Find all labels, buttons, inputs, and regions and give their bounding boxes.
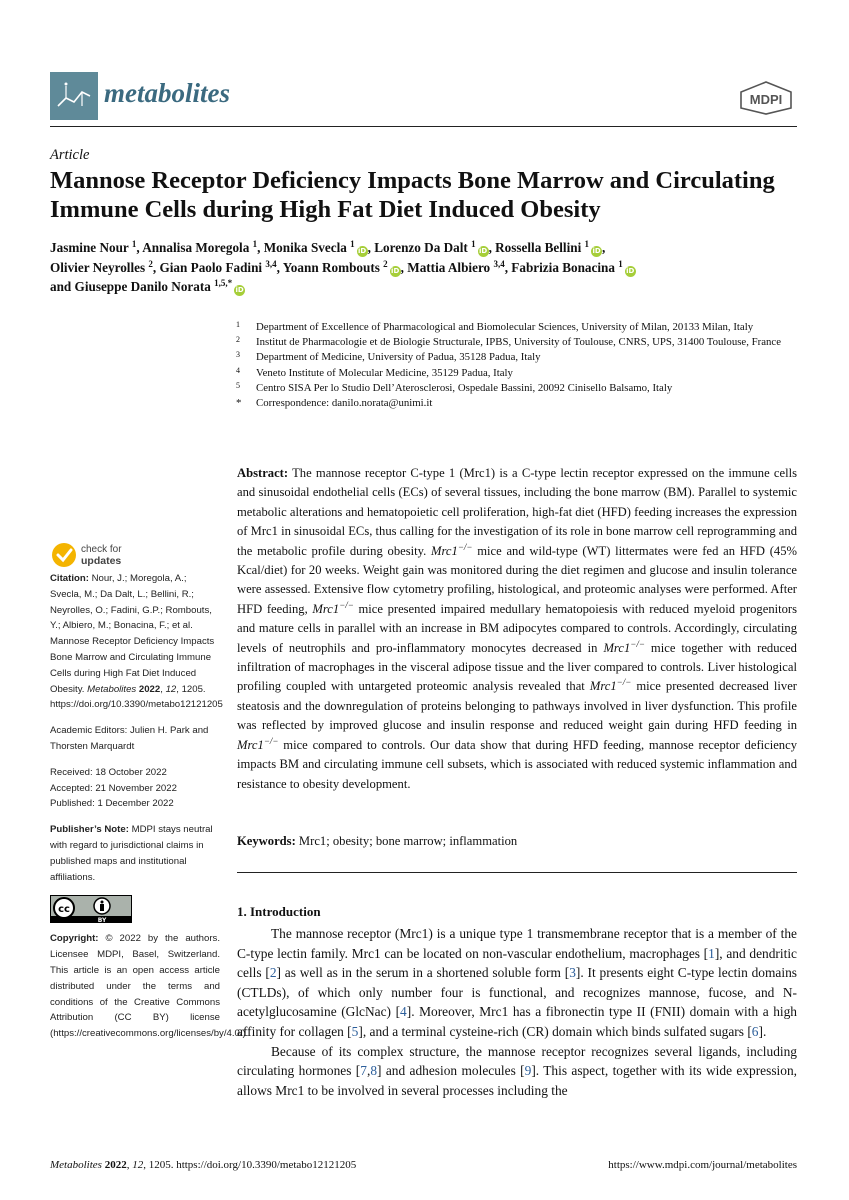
mdpi-logo-icon[interactable] [737,80,795,116]
check-updates-line1: check for [81,544,122,555]
abstract [237,464,797,794]
author-name: Mattia Albiero [407,259,494,275]
author-affiliation-sup: 3,4 [493,258,505,269]
article-title: Mannose Receptor Deficiency Impacts Bone Marrow and Circulating Immune Cells during High Fat Diet Induced Obesity [50,167,775,223]
gene-knockout-term: Mrc1−/− [312,599,354,616]
affiliation-number: * [236,397,242,410]
svg-text:cc: cc [58,904,70,916]
author-affiliation-sup: 1 [618,258,623,269]
orcid-icon[interactable]: iD [358,247,367,255]
affiliation-text[interactable]: Correspondence: danilo.norata@unimi.it [256,397,433,410]
author-name: Fabrizia Bonacina [511,259,619,275]
author-affiliation-sup: 1 [131,239,137,249]
orcid-icon[interactable]: iD [626,266,635,275]
affiliation-item [236,320,796,335]
affiliation-number: 1 [236,320,240,329]
footer-journal-url[interactable]: https://www.mdpi.com/journal/metabolites [608,1159,797,1171]
keywords [237,832,797,851]
reference-link[interactable]: 1 [708,945,715,961]
reference-link[interactable]: 7 [360,1063,367,1079]
paragraph: The mannose receptor (Mrc1) is a unique type 1 transmembrane receptor that is a member of the C-type lectin family. Mrc1 can be located on non-vascular endothelium, macrophages [1], and dendritic cells [2] as well as in the serum in a shortened soluble form [3]. It presents eight C-type lectin domains (CTLDs), of which only number four is functional, and recognizes mannose, fucose, and N-acetylglucosamine (GlcNac) [4]. Moreover, Mrc1 has a fibronectin type II (FNII) domain with a high affinity for collagen [5], and a terminal cysteine-rich (CR) domain which binds sulfated sugars [6]. [237,926,798,1039]
footer-volume: 12 [132,1159,144,1171]
section-heading: 1. Introduction [237,904,321,919]
author-name: Lorenzo Da Dalt [374,240,472,255]
abstract-label: Abstract: [237,466,289,480]
orcid-icon[interactable]: iD [592,247,601,255]
check-for-updates-button[interactable] [50,540,170,572]
accepted-date: Accepted: 21 November 2022 [50,782,177,794]
publisher-note [50,822,220,885]
affiliation-item [236,366,796,381]
reference-link[interactable]: 3 [569,965,576,981]
reference-link[interactable]: 2 [269,965,277,981]
reference-link[interactable]: 4 [400,1004,407,1020]
citation-volume: 12 [165,683,177,695]
publisher-note-label: Publisher’s Note: [50,824,129,836]
gene-knockout-term: Mrc1−/− [589,677,632,694]
keywords-label: Keywords: [237,834,296,848]
footer-citation: Metabolites 2022, 12, 1205. https://doi.org/10.3390/metabo12121205 [50,1159,357,1171]
author-affiliation-sup: 2 [383,258,388,269]
reference-link[interactable]: 9 [524,1063,532,1079]
affiliation-number: 2 [236,335,240,345]
author-affiliation-sup: 1 [584,239,590,249]
gene-knockout-term: Mrc1−/− [431,541,473,558]
author-name: Olivier Neyrolles [50,259,149,275]
author-affiliation-sup: 3,4 [265,258,277,269]
gene-knockout-term: Mrc1−/− [237,735,279,752]
received-date: Received: 18 October 2022 [50,766,167,778]
footer-journal: Metabolites [50,1159,102,1171]
author-name: Annalisa Moregola [142,240,253,255]
copyright-text: © 2022 by the authors. Licensee MDPI, Basel, Switzerland. This article is an open access article distributed under the terms and conditions of the Creative Commons Attribution (CC BY) license (https://creativecommons.org/licenses/by/4.0/). [50,933,249,1040]
footer-doi-link[interactable]: , 1205. https://doi.org/10.3390/metabo12121205 [143,1159,357,1171]
affiliation-text: Veneto Institute of Molecular Medicine, 35129 Padua, Italy [256,366,513,379]
affiliation-text: Department of Medicine, University of Padua, 35128 Padua, Italy [256,351,541,364]
affiliation-number: 3 [236,350,240,360]
citation-journal: Metabolites [87,683,137,695]
orcid-icon[interactable]: iD [478,247,488,255]
section-divider [237,872,797,873]
affiliation-item [236,350,796,365]
author-affiliation-sup: 1,5,* [214,278,233,288]
affiliation-item [236,335,796,350]
reference-link[interactable]: 6 [751,1023,759,1039]
abstract-text: The mannose receptor C-type 1 (Mrc1) is a C-type lectin receptor expressed on the immune cells and sinusoidal endothelial cells (ECs) of several tissues, including the bone marrow (BM). Parallel to systemic metabolic alterations and hematopoietic cell proliferation, high-fat diet (HFD) feeding increases the expression of Mrc1 in sinusoidal ECs, thus calling for the investigation of its role in bone marrow cell reprogramming and the metabolic profile during obesity. Mrc1−/− mice and wild-type (WT) littermates were fed an HFD (45% Kcal/diet) for 20 weeks. Weight gain was monitored during the diet regimen and glucose and insulin tolerance were assessed. Extensive flow cytometry profiling, histological, and proteomic analyses were performed. After HFD feeding, Mrc1−/− mice presented impaired medullary hematopoiesis with reduced myeloid progenitors and mature cells in parallel with an increase in BM adipocytes compared to controls. Accordingly, circulating levels of neutrophils and pro-inflammatory monocytes decreased in Mrc1−/− mice together with reduced infiltration of macrophages in the visceral adipose tissue and the liver compared to controls. Liver histological profiling coupled with untargeted proteomic analysis revealed that Mrc1−/− mice presented decreased liver steatosis and the downregulation of proteins belonging to pathways involved in liver dysfunction. This profile was reflected by improved glucose and insulin response and reduced weight gain during HFD feeding in Mrc1−/− mice compared to controls. Our data show that during HFD feeding, mannose receptor deficiency impacts BM and circulating immune cell subsets, which is associated with reduced systemic inflammation and resistance to obesity development. [237,466,798,791]
citation-year: 2022 [138,683,161,695]
orcid-icon[interactable]: iD [235,286,244,294]
keywords-text: Mrc1; obesity; bone marrow; inflammation [298,834,518,848]
citation-text: Nour, J.; Moregola, A.; Svecla, M.; Da Dalt, L.; Bellini, R.; Neyrolles, O.; Fadini, G.P.; Rombouts, Y.; Albiero, M.; Bonacina, F.; et al. Mannose Receptor Deficiency Impacts Bone Marrow and Circulating Immune Cells during High Fat Diet Induced Obesity. [50,573,215,695]
gene-knockout-term: Mrc1−/− [603,638,645,655]
journal-logo-icon [50,72,98,120]
author-name: Jasmine Nour [50,240,132,255]
header-divider [50,126,797,127]
cc-label: BY [97,917,107,924]
sidebar [50,571,249,1042]
affiliation-number: 5 [236,380,240,390]
cc-by-license-icon[interactable] [50,895,132,923]
author-name: Gian Paolo Fadini [159,259,266,275]
author-name: Yoann Rombouts [282,259,384,275]
journal-name[interactable]: metabolites [104,78,230,108]
introduction-body [237,924,797,1100]
check-updates-line2: updates [81,555,122,567]
footer-year: 2022 [104,1159,127,1171]
affiliation-number: 4 [236,365,240,375]
affiliations [236,320,796,411]
citation-block: Citation: Nour, J.; Moregola, A.; Svecla, M.; Da Dalt, L.; Bellini, R.; Neyrolles, O.; Fadini, G.P.; Rombouts, Y.; Albiero, M.; Bonacina, F.; et al. Mannose Receptor Deficiency Impacts Bone Marrow and Circulating Immune Cells during High Fat Diet Induced Obesity. Metabolites 2022, 12, 1205. https://doi.org/10.3390/metabo12121205 [50,573,223,711]
orcid-icon[interactable]: iD [391,266,400,275]
author-name: Rossella Bellini [495,240,585,255]
copyright-label: Copyright: [50,933,99,945]
author-affiliation-sup: 1 [471,239,476,249]
academic-editors: Academic Editors: Julien H. Park and Thorsten Marquardt [50,725,209,752]
citation-label: Citation: [50,573,89,584]
published-date: Published: 1 December 2022 [50,798,174,810]
affiliation-item [236,381,796,396]
affiliation-item [236,396,796,411]
author-affiliation-sup: 1 [252,239,258,249]
article-type: Article [50,147,90,163]
publisher-note-text: MDPI stays neutral with regard to jurisdictional claims in published maps and institutional affiliations. [50,824,213,883]
reference-link[interactable]: 5 [351,1023,359,1039]
citation-doi-link[interactable]: , 1205. https://doi.org/10.3390/metabo12121205 [50,683,223,711]
author-name: Monika Svecla [263,240,351,255]
affiliation-text: Department of Excellence of Pharmacological and Biomolecular Sciences, University of Milan, 20133 Milan, Italy [256,321,754,333]
author-affiliation-sup: 1 [350,239,355,249]
author-affiliation-sup: 2 [148,258,153,269]
paragraph: Because of its complex structure, the mannose receptor recognizes several ligands, including circulating hormones [7,8] and adhesion molecules [9]. This aspect, together with its wide expression, allows Mrc1 to be involved in several processes including the [237,1043,797,1098]
author-list: Jasmine Nour $^1$, Annalisa Moregola $^1$, Monika Svecla $^1$iD, Lorenzo Da Dalt $^1$iD, Rossella Bellini $^1$iD, Olivier Neyrolles $^2$, Gian Paolo Fadini $^{3,4}$, Yoann Rombouts $^2$iD, Mattia Albiero $^{3,4}$, Fabrizia Bonacina $^1$iD and Giuseppe Danilo Norata $^{1,5,*}$iD [50,239,635,294]
author-name: and Giuseppe Danilo Norata [50,279,215,294]
page-footer [50,1159,797,1171]
affiliation-text: Institut de Pharmacologie et de Biologie Structurale, IPBS, University of Toulouse, CNRS, UPS, 31400 Toulouse, France [256,336,781,349]
mdpi-logo-text: MDPI [749,92,783,107]
copyright-block [50,931,249,1042]
reference-link[interactable]: 8 [370,1063,378,1079]
affiliation-text: Centro SISA Per lo Studio Dell’Aterosclerosi, Ospedale Bassini, 20092 Cinisello Balsamo, Italy [256,381,673,394]
